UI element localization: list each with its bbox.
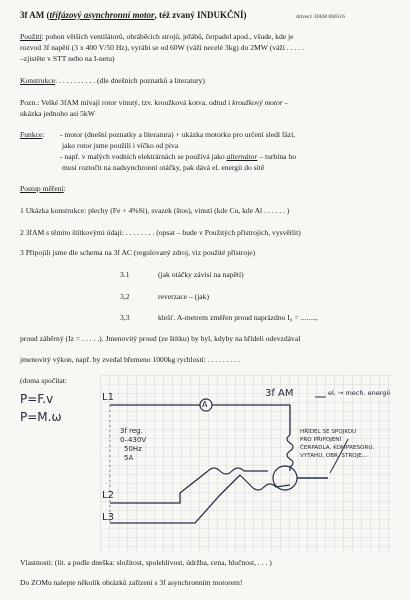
formula-power-force: P=F.v bbox=[20, 392, 54, 406]
label-l3: L3 bbox=[102, 512, 114, 523]
postup-label: Postup měření bbox=[20, 184, 64, 193]
postup-line-b: jmenovitý výkon, např. by zvedal břemeno 1000kg rychlostí: . . . . . . . . . bbox=[20, 355, 240, 364]
funkce-label-line: Funkce: bbox=[20, 130, 45, 139]
energy-conversion-label: el. → mech. energii bbox=[328, 389, 391, 397]
substep-3-3-number: 3,3 bbox=[120, 313, 130, 322]
pouziti-line2: rozvod 3f napětí (3 x 400 V/50 Hz), vyrábí se od 60W (váží necelé 3kg) do 2MW (váží . . . . . bbox=[20, 43, 304, 52]
footer-note: Do ZOMu nalepte několik obrázků zařízení s 3f asynchronním motorem! bbox=[20, 578, 243, 587]
postup-line-a: proud záběrný (Iz = . . . . .). Jmenovitý proud (ze štítku) by byl, kdyby na hřídeli odevzdával bbox=[20, 334, 301, 343]
page-title: 3f AM (třífázový asynchronní motor, též zvaný INDUKČNÍ) bbox=[20, 10, 247, 20]
postup-label-line: Postup měření: bbox=[20, 184, 66, 193]
pouziti-line1: Použití: pohon větších ventilátorů, obráběcích strojů, jeřábů, čerpadel apod., všude, kde je bbox=[20, 32, 294, 41]
title-emphasis: třífázový asynchronní motor bbox=[49, 10, 155, 20]
funkce-line1: - motor (dnešní poznatky a literatura) + ukázka motorku pro určení sledí fází, bbox=[60, 130, 296, 139]
shaft-note-4: VYTAHU, OBR. STROJE… bbox=[300, 453, 368, 459]
file-reference: drives1 3fAM 060516 bbox=[296, 14, 345, 20]
pouziti-line3: –zjistěte v STT nebo na I-netu) bbox=[20, 54, 115, 63]
funkce-label: Funkce bbox=[20, 130, 43, 139]
postup-step3: 3 Připojili jsme dle schema na 3f AC (regulovaný zdroj, viz použité přístroje) bbox=[20, 248, 256, 257]
konstrukce-label: Konstrukce bbox=[20, 76, 56, 85]
substep-3-1-number: 3.1 bbox=[120, 270, 130, 279]
source-spec-2: 0–430V bbox=[120, 436, 147, 444]
source-spec-3: 50Hz bbox=[124, 445, 142, 453]
postup-step1: 1 Ukázka konstrukce: plechy (Fe + 4%Si), svazek (štos), vinutí (kde Cu, kde Al . . . . . . ) bbox=[20, 206, 290, 215]
funkce-line3: - např. v malých vodních elektrárnách se používá jako alternátor – turbína ho bbox=[60, 152, 296, 161]
ammeter-label: A bbox=[202, 400, 208, 409]
funkce-line4: musí roztočit na nadsynchronní otáčky, pak dává el. energii do sítě bbox=[62, 163, 265, 172]
label-l2: L2 bbox=[102, 490, 114, 501]
funkce-alternator: alternátor bbox=[226, 152, 258, 161]
vlastnosti-line: Vlastnosti: (lit. a podle dneška: složitost, spolehlivost, údržba, cena, hlučnost, . . . ) bbox=[20, 558, 272, 567]
shaft-note-3: ČERPADLA, KOMPRESORU, bbox=[300, 445, 375, 451]
postup-step2: 2 3fAM s těmito štítkovými údaji: . . . . . . . . (opsat – bude v Použitých přístrojích, vysvětlit) bbox=[20, 228, 301, 237]
shaft-note-2: PRO PŘIPOJENÍ bbox=[300, 437, 342, 443]
pozn-line2: ukázka jednoho asi 5kW bbox=[20, 109, 95, 118]
pozn-line1: Pozn.: Velké 3fAM mívají rotor vinutý, tzv. kroužková kotva, odtud i kroužkový motor – bbox=[20, 98, 289, 107]
konstrukce-line: Konstrukce: . . . . . . . . . . (dle dnešních poznatků a literatury) bbox=[20, 76, 205, 85]
source-spec-1: 3f reg. bbox=[120, 427, 143, 435]
doma-spocitat: (doma spočítat: bbox=[20, 376, 68, 385]
wiring-schematic bbox=[100, 375, 395, 553]
schematic-drawing bbox=[100, 375, 395, 553]
pouziti-label: Použití bbox=[20, 32, 42, 41]
label-l1: L1 bbox=[102, 392, 114, 403]
formula-power-torque: P=M.ω bbox=[20, 410, 62, 424]
pozn-emphasis: kroužkový motor bbox=[232, 98, 283, 107]
substep-3-1-text: (jak otáčky závisí na napětí) bbox=[158, 270, 244, 279]
substep-3-2-text: reverzace – (jak) bbox=[158, 292, 210, 301]
source-spec-4: 5A bbox=[124, 454, 134, 462]
grid-paper bbox=[100, 375, 395, 553]
substep-3-2-number: 3,2 bbox=[120, 292, 130, 301]
substep-3-3-text: klešť. A-metrem změřen proud naprázdno I₀ = ........, bbox=[158, 313, 318, 322]
motor-label: 3f AM bbox=[265, 388, 294, 399]
funkce-line2: jako rotor jsme použili i víčko od piva bbox=[62, 141, 179, 150]
shaft-note-1: HŘÍDEL SE SPOJKOU bbox=[300, 429, 357, 435]
